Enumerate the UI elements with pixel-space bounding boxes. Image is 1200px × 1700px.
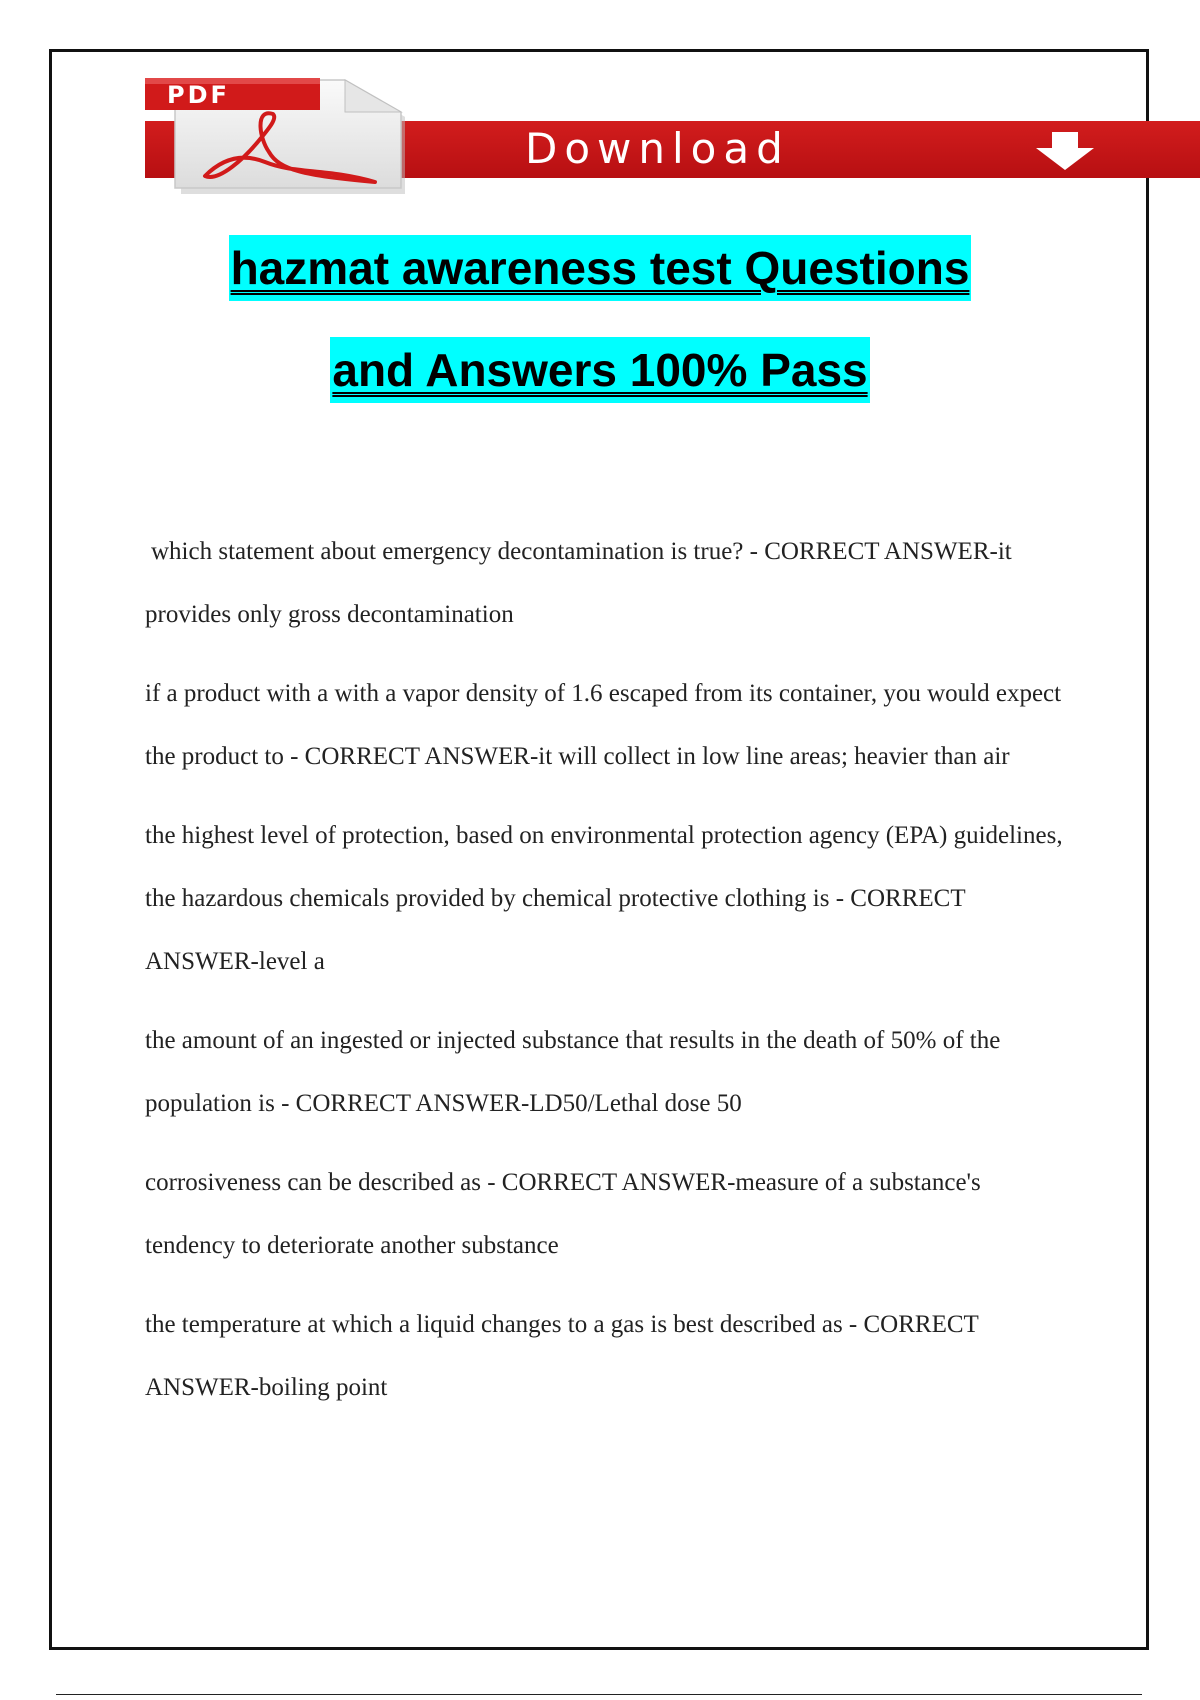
pdf-label: PDF bbox=[167, 81, 230, 109]
question-answer-item: the highest level of protection, based on environmental protection agency (EPA) guidelines, the hazardous chemicals provided by chemical protective clothing is - CORRECT ANSWER-level a bbox=[145, 822, 1063, 975]
bottom-divider bbox=[56, 1694, 1142, 1695]
document-title-line-2: and Answers 100% Pass bbox=[330, 337, 869, 403]
pdf-download-banner[interactable] bbox=[145, 78, 1200, 194]
document-title-line-2-wrap bbox=[0, 337, 1200, 403]
document-title-line-1: hazmat awareness test Questions bbox=[229, 235, 972, 301]
pdf-document-icon bbox=[145, 78, 405, 194]
document-title-line-1-wrap bbox=[0, 235, 1200, 301]
question-answer-item: if a product with a with a vapor density of 1.6 escaped from its container, you would expect the product to - CORRECT ANSWER-it will collect in low line areas; heavier than air bbox=[145, 680, 1062, 770]
question-answer-item: corrosiveness can be described as - CORRECT ANSWER-measure of a substance's tendency to deteriorate another substance bbox=[145, 1169, 981, 1259]
question-answer-item: the amount of an ingested or injected substance that results in the death of 50% of the population is - CORRECT ANSWER-LD50/Lethal dose 50 bbox=[145, 1027, 1001, 1117]
download-arrow-icon bbox=[1030, 128, 1100, 172]
question-answer-item: the temperature at which a liquid changes to a gas is best described as - CORRECT ANSWER-boiling point bbox=[145, 1311, 979, 1401]
question-answer-item: which statement about emergency decontamination is true? - CORRECT ANSWER-it provides only gross decontamination bbox=[145, 538, 1012, 628]
download-label: Download bbox=[525, 124, 790, 173]
question-answer-list bbox=[145, 520, 1065, 1435]
